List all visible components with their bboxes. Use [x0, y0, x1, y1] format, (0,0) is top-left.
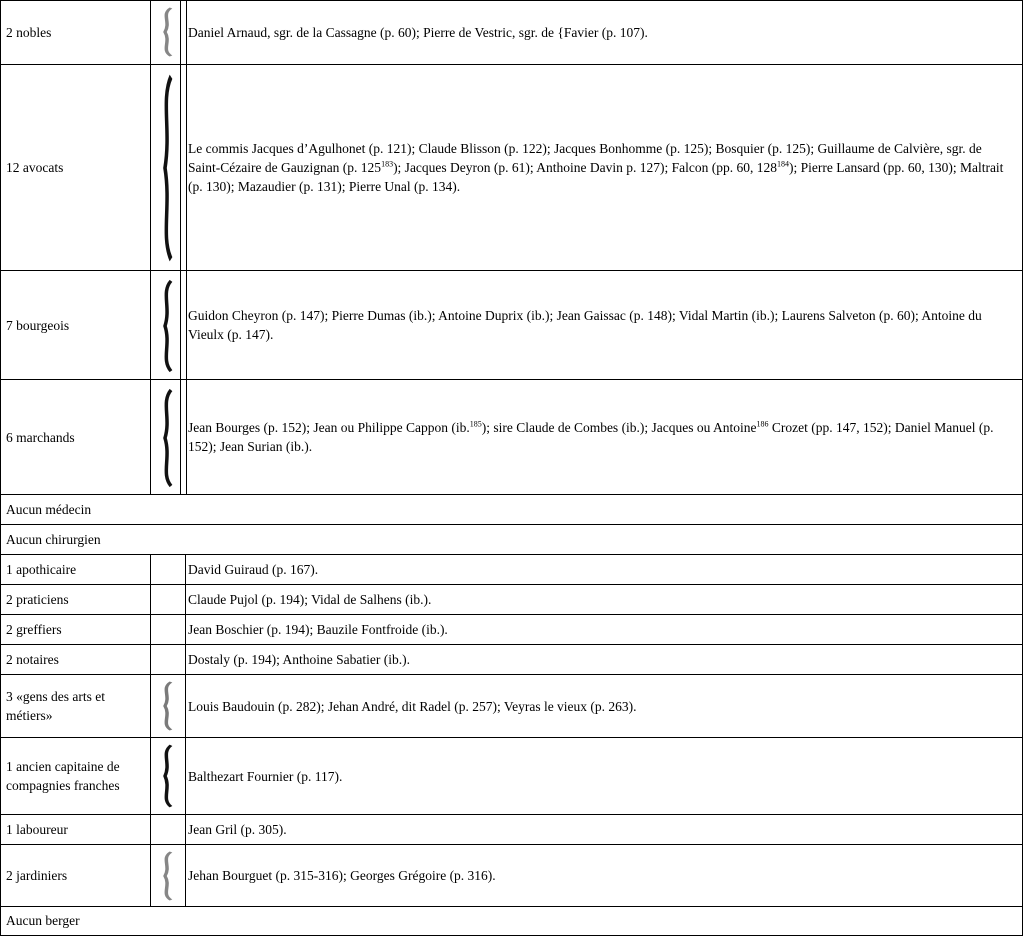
brace-cell — [151, 65, 181, 270]
brace-cell — [151, 738, 186, 814]
table-row — [0, 584, 1023, 614]
table-row — [0, 64, 1023, 270]
names-text: David Guiraud (p. 167). — [188, 562, 319, 577]
category-label: 2 greffiers — [1, 615, 151, 644]
names-cell — [186, 645, 1022, 674]
table-row — [0, 906, 1023, 936]
category-label: Aucun médecin — [6, 501, 92, 517]
curly-brace-icon — [157, 279, 177, 373]
names-cell — [186, 615, 1022, 644]
curly-brace-icon — [157, 388, 177, 488]
names-text: Daniel Arnaud, sgr. de la Cassagne (p. 60); Pierre de Vestric, sgr. de {Favier (p. 107). — [188, 25, 648, 40]
category-label: 7 bourgeois — [1, 271, 151, 379]
table-row — [0, 674, 1023, 737]
names-cell — [187, 1, 1022, 64]
table-row — [0, 814, 1023, 844]
names-text: Le commis Jacques d’Agulhonet (p. 121); Claude Blisson (p. 122); Jacques Bonhomme (p. 125); Bosquier (p. 125); Guillaume de Calvière, sgr. de Saint-Cézaire de Gauzignan (p. $125^{183}$); Jacques Deyron (p. 61); Anthoine Davin p. 127); Falcon (pp. 60, $128^{184}$); Pierre Lansard (pp. 60, 130); Maltrait (p. 130); Mazaudier (p. 131); Pierre Unal (p. 134). — [188, 141, 1004, 194]
category-label: 3 «gens des arts et métiers» — [1, 675, 151, 737]
table-row — [0, 844, 1023, 906]
names-cell — [186, 815, 1022, 844]
names-text: Jean Bourges (p. 152); Jean ou Philippe Cappon (ib.$^{185}$); sire Claude de Combes (ib.); Jacques ou Antoine$^{186}$ Crozet (pp. 147, 152); Daniel Manuel (p. 152); Jean Surian (ib.). — [188, 419, 994, 454]
category-label: 2 praticiens — [1, 585, 151, 614]
category-label: Aucun berger — [6, 913, 80, 928]
names-cell — [187, 65, 1022, 270]
brace-cell — [151, 845, 186, 906]
table-row — [0, 644, 1023, 674]
brace-cell — [151, 1, 181, 64]
names-cell — [187, 271, 1022, 379]
category-label: 6 marchands — [1, 380, 151, 494]
table-row — [0, 270, 1023, 379]
names-text: Claude Pujol (p. 194); Vidal de Salhens (ib.). — [188, 592, 432, 607]
table-row — [0, 379, 1023, 494]
category-label: 1 laboureur — [1, 815, 151, 844]
names-text: Jean Boschier (p. 194); Bauzile Fontfroide (ib.). — [188, 622, 448, 637]
brace-cell — [151, 271, 181, 379]
curly-brace-icon — [157, 851, 177, 901]
names-text: Balthezart Fournier (p. 117). — [188, 768, 343, 784]
category-label: 12 avocats — [1, 65, 151, 270]
curly-brace-icon — [157, 744, 177, 808]
names-text: Louis Baudouin (p. 282); Jehan André, dit Radel (p. 257); Veyras le vieux (p. 263). — [188, 698, 637, 714]
names-text: Jean Gril (p. 305). — [188, 822, 287, 837]
names-text: Jehan Bourguet (p. 315-316); Georges Grégoire (p. 316). — [188, 868, 496, 883]
category-label: 1 ancien capitaine de compagnies franches — [1, 738, 151, 814]
brace-cell — [151, 675, 186, 737]
curly-brace-icon — [157, 681, 177, 731]
table-row — [0, 494, 1023, 524]
names-cell — [186, 675, 1022, 737]
category-label: 1 apothicaire — [1, 555, 151, 584]
names-cell — [186, 845, 1022, 906]
category-label: Aucun chirurgien — [6, 531, 101, 547]
category-label: 2 nobles — [1, 1, 151, 64]
table-row — [0, 554, 1023, 584]
category-label: 2 notaires — [1, 645, 151, 674]
names-cell — [187, 380, 1022, 494]
names-cell — [186, 555, 1022, 584]
names-text: Dostaly (p. 194); Anthoine Sabatier (ib.). — [188, 652, 410, 667]
category-label: 2 jardiniers — [1, 845, 151, 906]
brace-cell — [151, 380, 181, 494]
names-cell — [186, 585, 1022, 614]
table-row — [0, 614, 1023, 644]
table-row — [0, 0, 1023, 64]
names-cell — [186, 738, 1022, 814]
curly-brace-icon — [157, 73, 177, 263]
curly-brace-icon — [157, 7, 177, 57]
table-row — [0, 737, 1023, 814]
names-text: Guidon Cheyron (p. 147); Pierre Dumas (ib.); Antoine Duprix (ib.); Jean Gaissac (p. 148); Vidal Martin (ib.); Laurens Salveton (p. 60); Antoine du Vieulx (p. 147). — [188, 308, 982, 342]
table-row — [0, 524, 1023, 554]
